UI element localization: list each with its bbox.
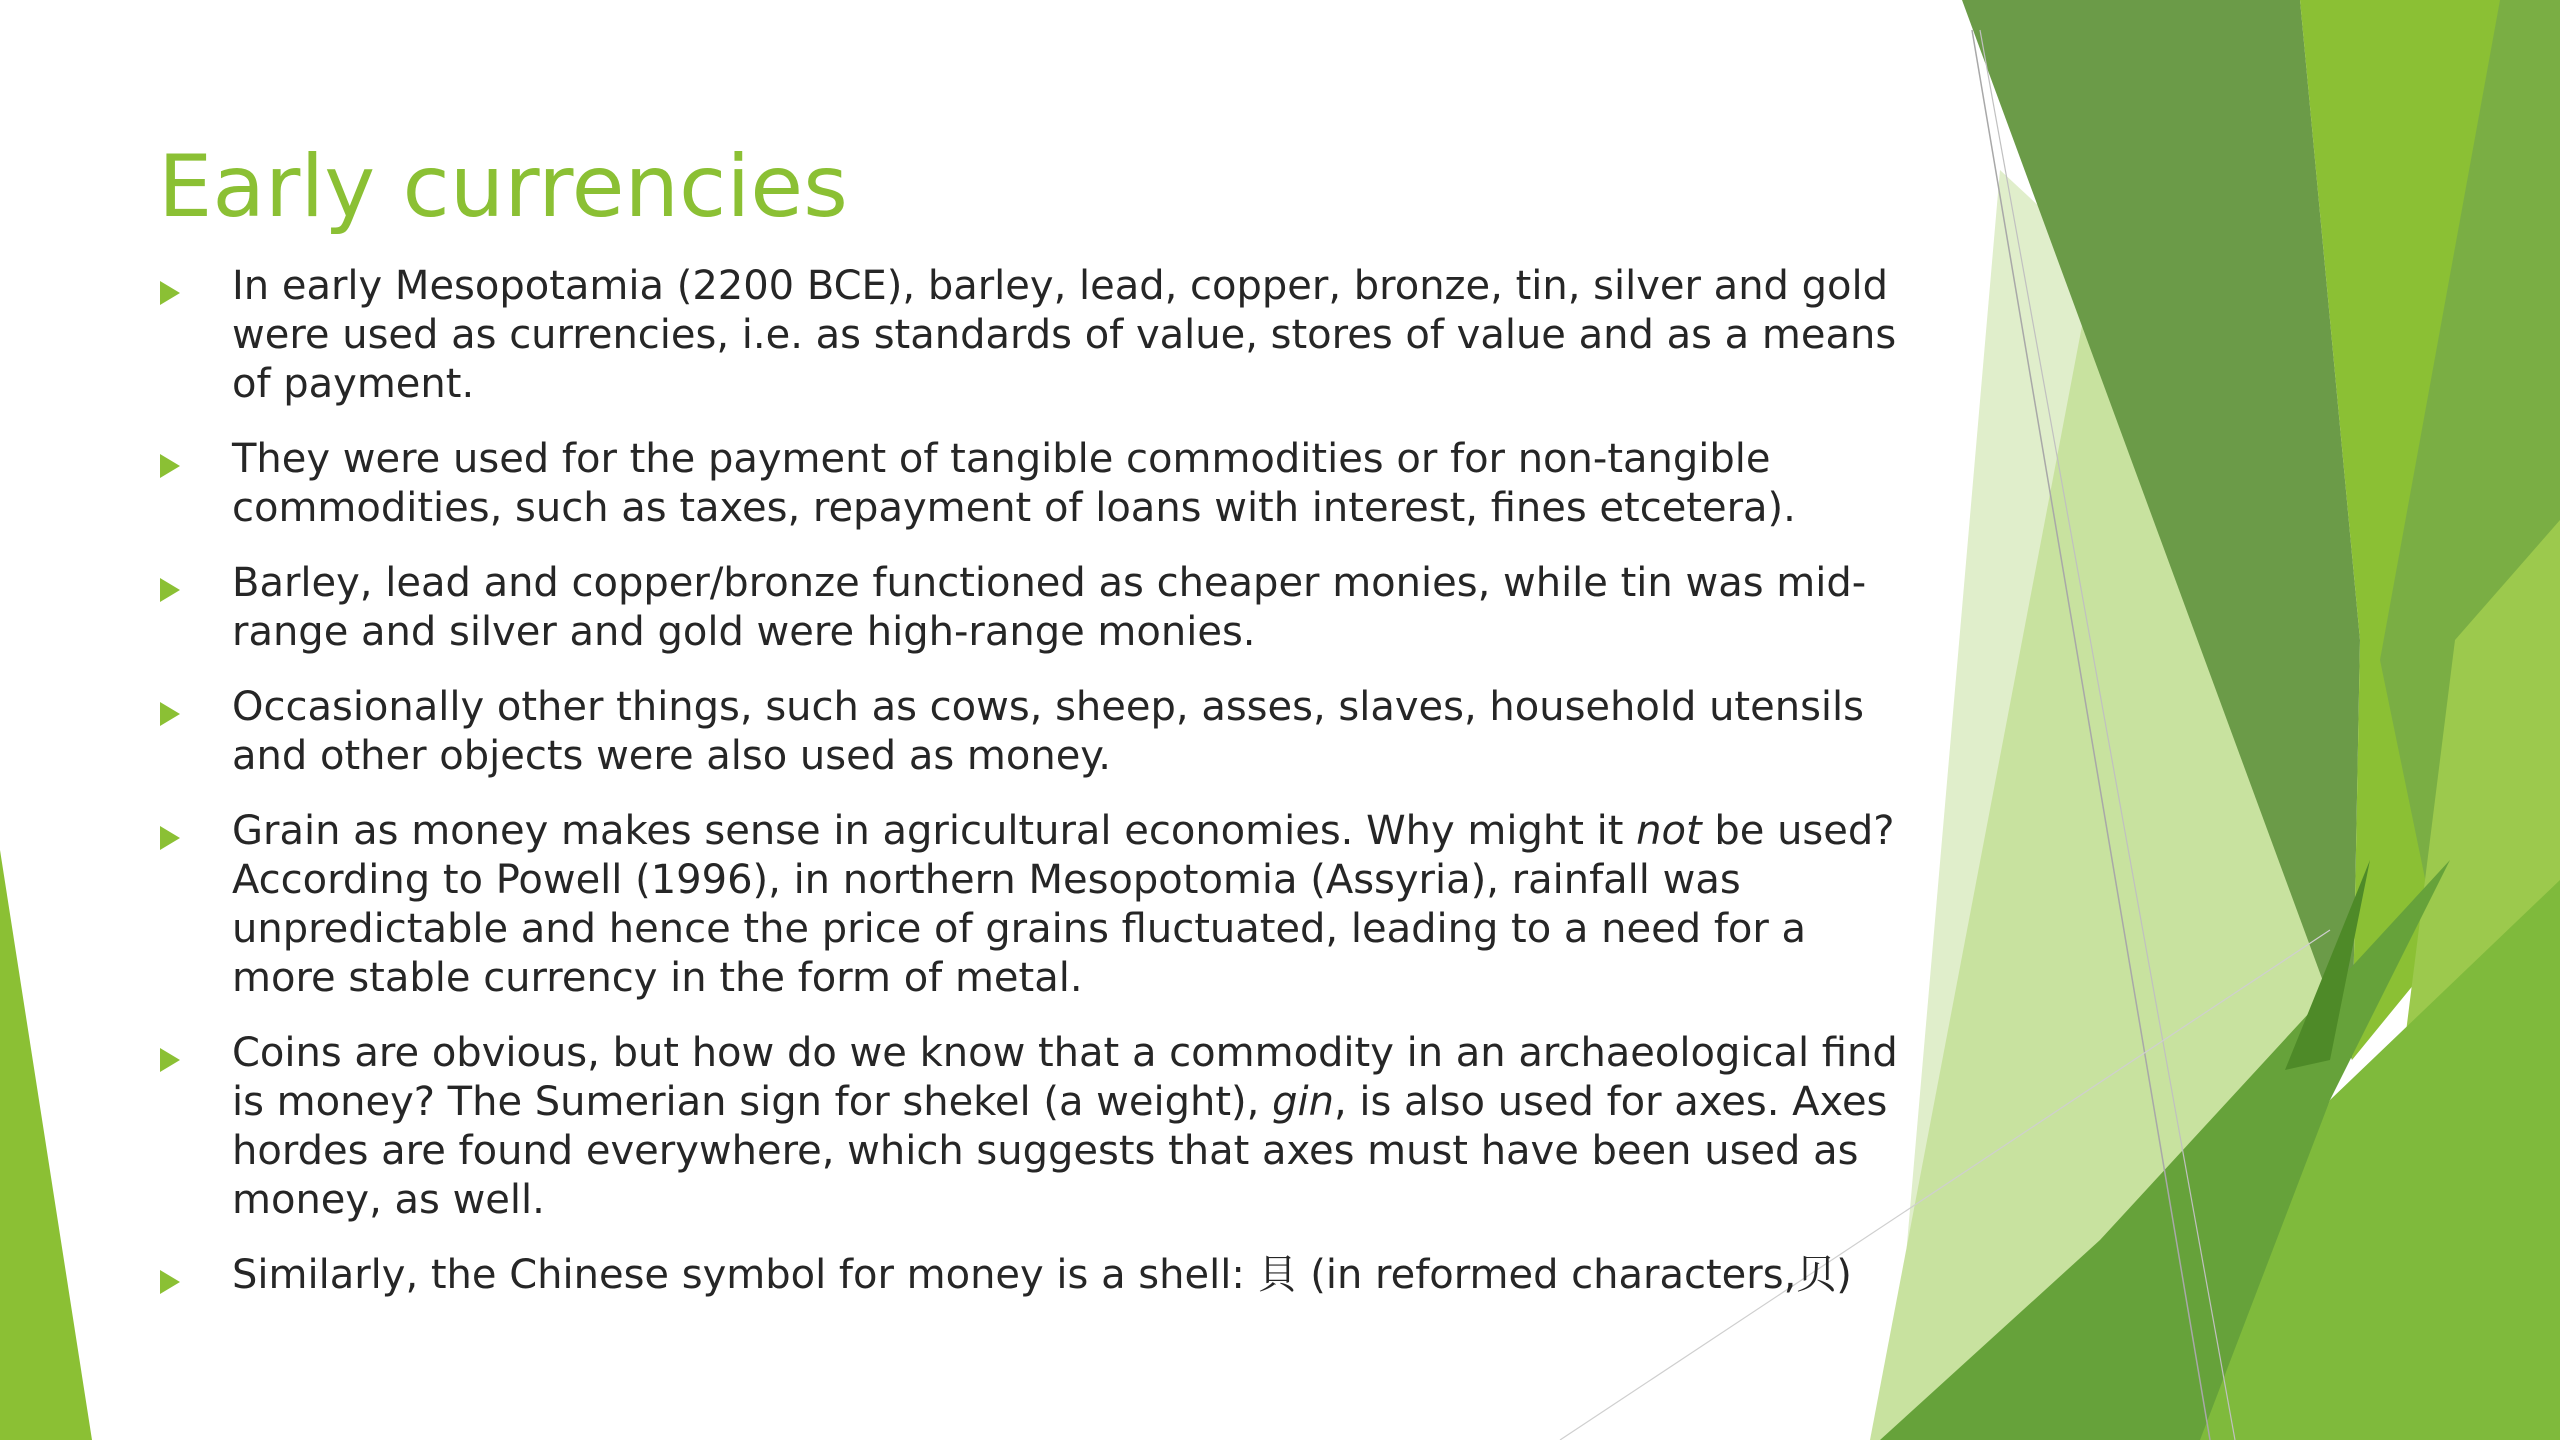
bullet-text: Occasionally other things, such as cows, sheep, asses, slaves, household utensils and other objects were also used as money. (232, 684, 1864, 779)
bullet-arrow-icon (160, 454, 180, 478)
bullet-text: In early Mesopotamia (2200 BCE), barley, lead, copper, bronze, tin, silver and gold were used as currencies, i.e. as standards of value, stores of value and as a means of payment. (232, 263, 1897, 407)
bullet-item (160, 1029, 1920, 1225)
slide-title: Early currencies (158, 137, 848, 237)
text-run: Coins are obvious, but how do we know that a commodity in an archaeological find is money? The Sumerian sign for shekel (a weight), (232, 1030, 1898, 1125)
bullet-item (160, 559, 1920, 657)
bullet-item (160, 683, 1920, 781)
left-green-sliver (0, 850, 92, 1440)
text-run: be used? According to Powell (1996), in northern Mesopotomia (Assyria), rainfall was unpredictable and hence the price of grains fluctuated, leading to a need for a more stable currency in the form of metal. (232, 808, 1895, 1001)
bullet-arrow-icon (160, 281, 180, 305)
bullet-arrow-icon (160, 702, 180, 726)
bullet-text: They were used for the payment of tangible commodities or for non-tangible commodities, such as taxes, repayment of loans with interest, fines etcetera). (232, 436, 1796, 531)
bullet-item (160, 262, 1920, 409)
bullet-arrow-icon (160, 826, 180, 850)
bullet-item (160, 435, 1920, 533)
bullet-item (160, 1251, 1920, 1300)
text-run: (in reformed characters, (1297, 1252, 1797, 1298)
text-run: Similarly, the Chinese symbol for money is a shell: (232, 1252, 1258, 1298)
bullet-arrow-icon (160, 1048, 180, 1072)
text-run: , is also used for axes. Axes hordes are found everywhere, which suggests that axes must have been used as money, as well. (232, 1079, 1888, 1223)
bullet-text (232, 1029, 1920, 1225)
text-run: Grain as money makes sense in agricultural economies. Why might it (232, 808, 1637, 854)
emphasized-word: gin (1272, 1079, 1334, 1125)
bullet-arrow-icon (160, 1270, 180, 1294)
bullet-text (232, 1251, 1852, 1300)
bullet-arrow-icon (160, 578, 180, 602)
bullet-list (160, 262, 1920, 1326)
bullet-text: Barley, lead and copper/bronze functioned as cheaper monies, while tin was mid-range and silver and gold were high-range monies. (232, 560, 1867, 655)
bullet-text (232, 807, 1920, 1003)
bullet-item (160, 807, 1920, 1003)
chinese-shell-simplified-glyph: 贝 (1796, 1252, 1837, 1298)
text-run: ) (1836, 1252, 1852, 1298)
emphasized-word: not (1636, 808, 1702, 854)
chinese-shell-glyph: 貝 (1257, 1252, 1298, 1298)
